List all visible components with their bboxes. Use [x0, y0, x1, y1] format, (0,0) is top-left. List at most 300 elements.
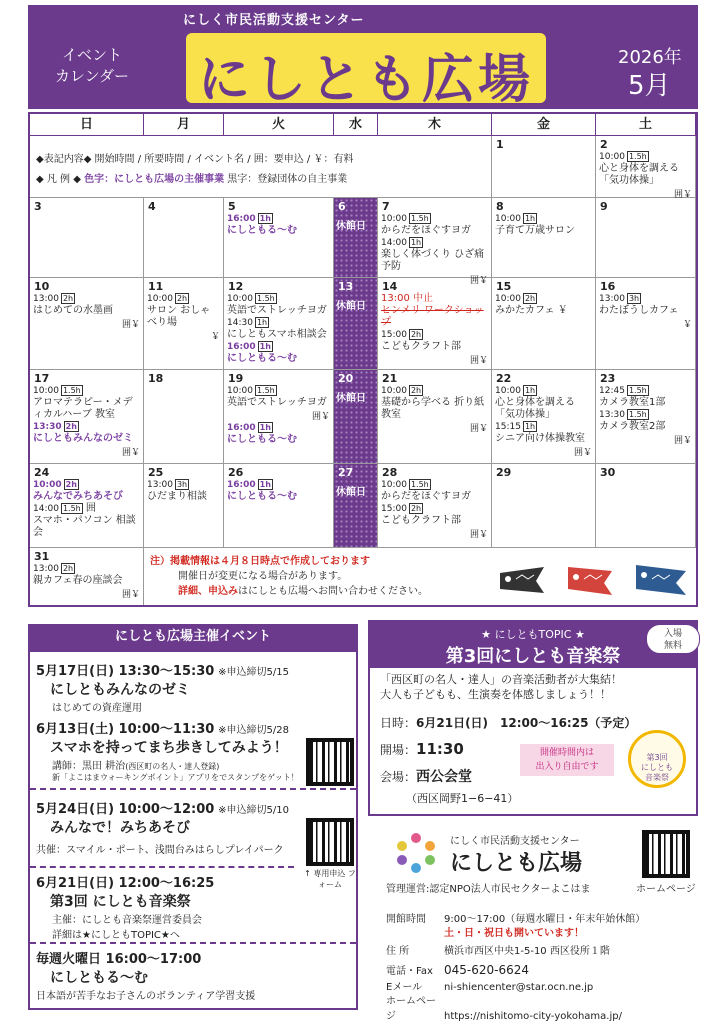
event: [378, 237, 491, 249]
day-number: 10: [34, 280, 50, 293]
event-name: 心と身体を調える「気功体操」: [599, 163, 679, 186]
event: [30, 421, 143, 433]
event: [224, 422, 333, 434]
event-duration: 1.5h: [256, 294, 275, 303]
event-title: スマホを持ってまち歩きしてみよう！: [50, 740, 288, 756]
notes: [150, 554, 428, 599]
day-cell-4: [144, 198, 224, 278]
event-duration: 2h: [62, 564, 74, 573]
event-duration: 1h: [256, 318, 268, 327]
page-title: にしとも広場: [197, 50, 534, 110]
event: [30, 479, 143, 491]
event-time: 13:00: [147, 480, 173, 490]
event-time: 10:00: [33, 386, 59, 396]
info-key: Eメール: [386, 982, 423, 993]
topic-note: [520, 744, 614, 776]
event-name: にしともる〜む: [227, 353, 297, 364]
year-label: 2026年: [618, 47, 682, 68]
day-cell-14: [378, 278, 492, 370]
event-duration: 1.5h: [628, 410, 647, 419]
event-duration: 3h: [176, 480, 188, 489]
event-icons: ￥: [557, 305, 568, 316]
event-label-line1: イベント: [61, 46, 122, 64]
day-number: 31: [34, 550, 50, 563]
note-line3-rest: はにしとも広場へお問い合わせください。: [238, 586, 428, 597]
day-cell-17: [30, 370, 144, 464]
topic-address: （西区岡野1−6−41）: [406, 792, 519, 805]
event-time: 10:00: [495, 214, 521, 224]
org-name: にしく市民活動支援センター: [183, 13, 365, 28]
event-time: 15:15: [495, 422, 521, 432]
event-duration: 1h: [524, 386, 536, 395]
event: [224, 385, 333, 397]
event-icons: 囲: [85, 503, 96, 514]
homepage-qr-icon[interactable]: [642, 830, 690, 878]
day-number: 17: [34, 372, 50, 385]
event: [30, 385, 143, 397]
day-number: 22: [496, 372, 512, 385]
event: [596, 409, 695, 421]
main-events-panel: [28, 650, 358, 1010]
event-time: 16:00: [227, 423, 256, 433]
event-time: 10:00: [33, 480, 62, 490]
info-open-weekends: 土・日・祝日も開いています！: [444, 928, 584, 939]
day-cell-27: [334, 464, 378, 548]
event-subtitle: 日本語が苦手なお子さんのボランティア学習支援: [36, 991, 256, 1002]
event-icons: 囲￥: [673, 190, 692, 200]
event: [144, 293, 223, 305]
event-calendar-label: [42, 45, 142, 87]
event-time: 10:00: [381, 214, 407, 224]
event-icons: ￥: [210, 332, 220, 342]
event-duration: 1h: [259, 214, 271, 223]
logo-text3: 音楽祭: [645, 773, 669, 782]
day-number: 5: [228, 200, 236, 213]
topic-venue: [380, 766, 472, 786]
event-name: スマホ・パソコン 相談会: [33, 515, 136, 538]
event-duration: 1.5h: [410, 214, 429, 223]
day-cell-8: [492, 198, 596, 278]
event-deadline: ※申込締切5/15: [218, 667, 289, 678]
day-cell-3: [30, 198, 144, 278]
event: [492, 421, 595, 433]
topic-venue-label: 会場：: [380, 770, 417, 784]
event-time: 13:00: [599, 294, 625, 304]
day-cell-26: [224, 464, 334, 548]
event-subtitle: はじめての資産運用: [52, 703, 142, 714]
topic-venue-value: 西公会堂: [416, 769, 473, 785]
note-line1: 注）掲載情報は４月８日時点で作成しております: [150, 556, 370, 567]
event-name: カメラ教室1部: [599, 397, 666, 408]
event-lecturer: 講師：黒田 耕治: [52, 761, 126, 772]
day-cell-28: [378, 464, 492, 548]
info-org-small: にしく市民活動支援センター: [450, 836, 580, 847]
day-cell-29: [492, 464, 596, 548]
main-event-2: [36, 718, 299, 783]
day-header-mon: 月: [144, 114, 224, 136]
event-duration: 1h: [259, 480, 271, 489]
event-time: 10:00: [495, 294, 521, 304]
event-time: 10:00: [495, 386, 521, 396]
event: [596, 151, 695, 163]
event-note: 新「よこはまウォーキングポイント」アプリをでスタンプをゲット！: [52, 773, 299, 782]
event-duration: 1.5h: [62, 386, 81, 395]
day-header-sun: 日: [30, 114, 144, 136]
event-label-line2: カレンダー: [54, 67, 130, 85]
event: [378, 503, 491, 515]
topic-body-line2: 大人も子どもも、生演奏を体感しましょう！！: [380, 688, 611, 701]
event-title: みんなで！みちあそび: [50, 820, 190, 836]
event-name: 英語でストレッチヨガ: [227, 397, 327, 408]
event-name: はじめての水墨画: [33, 305, 113, 316]
day-number: 28: [382, 466, 398, 479]
event-name: みかたカフェ: [495, 305, 555, 316]
day-number: 13: [338, 280, 354, 293]
event-time: 16:00: [227, 342, 256, 352]
info-value: 横浜市西区中央1-5-10 西区役所１階: [444, 946, 610, 957]
event-organizer: 主催：にしとも音楽祭運営委員会: [52, 915, 202, 926]
event-name: にしともる〜む: [227, 225, 297, 236]
day-header-thu: 木: [378, 114, 492, 136]
day-cell-24: [30, 464, 144, 548]
divider: [30, 866, 294, 868]
carp-streamer-icons: [496, 559, 692, 599]
event-duration: 1.5h: [256, 386, 275, 395]
day-header-fri: 金: [492, 114, 596, 136]
day-number: 11: [148, 280, 164, 293]
main-event-5: [36, 948, 255, 1002]
event-duration: 2h: [410, 330, 422, 339]
day-cell-23: [596, 370, 696, 464]
event-time: 16:00: [227, 480, 256, 490]
legend-line2: [36, 170, 347, 185]
header: [28, 5, 698, 109]
topic-date-value: 6月21日(日) 12:00〜16:25（予定）: [416, 716, 637, 730]
day-number: 24: [34, 466, 50, 479]
qr-caption: ↑ 専用申込 フォーム: [304, 869, 356, 889]
event-time: 15:00: [381, 330, 407, 340]
topic-note-line1: 開催時間内は: [539, 748, 594, 758]
event-duration: 1h: [410, 238, 422, 247]
day-number: 9: [600, 200, 608, 213]
event: [492, 213, 595, 225]
event-time: 14:00: [381, 238, 407, 248]
info-value: 9:00〜17:00（毎週水曜日・年末年始休館）: [444, 914, 646, 925]
closed-label: 休館日: [336, 393, 366, 404]
carp-blue-icon: [636, 565, 686, 595]
event: [492, 293, 595, 305]
legend-black-text: 黒字：登録団体の自主事業: [227, 174, 348, 185]
event-title: 第3回 にしとも音楽祭: [50, 894, 191, 910]
event-name: アロマテラピー・メディカルハーブ 教室: [33, 397, 133, 420]
event-duration: 1h: [524, 214, 536, 223]
event-name: にしともる〜む: [227, 434, 297, 445]
event-duration: 1h: [259, 423, 271, 432]
event-time: 14:30: [227, 318, 253, 328]
day-number: 6: [338, 200, 346, 213]
day-number: 29: [496, 466, 512, 479]
event-time: 13:00: [33, 564, 59, 574]
topic-title: 第3回にしとも音楽祭: [445, 646, 621, 667]
event-name: シニア向け体操教室: [495, 433, 585, 444]
legend-cell: [30, 136, 492, 198]
event-icons: 囲￥: [121, 590, 140, 600]
event-duration: 2h: [65, 480, 77, 489]
event-time: 13:00: [33, 294, 59, 304]
event-time: 12:45: [599, 386, 625, 396]
day-cell-25: [144, 464, 224, 548]
event-date: 毎週火曜日 16:00〜17:00: [36, 952, 202, 967]
qr-code-icon[interactable]: [306, 738, 354, 786]
event-time: 13:30: [599, 410, 625, 420]
day-cell-21: [378, 370, 492, 464]
org-logo-icon: [394, 830, 438, 874]
event-name: 楽しく体づくり ひざ痛予防: [381, 249, 485, 272]
event: [30, 563, 143, 575]
event-icons: 囲￥: [121, 320, 140, 330]
event-name: にしともスマホ相談会: [227, 329, 327, 340]
event: [224, 341, 333, 353]
day-number: 3: [34, 200, 42, 213]
event-duration: 2h: [62, 294, 74, 303]
event-name: サロン おしゃべり場: [147, 305, 211, 328]
event-name: 基礎から学べる 折り紙教室: [381, 397, 485, 420]
calendar: [28, 112, 698, 607]
event-icons: 囲￥: [673, 436, 692, 446]
info-key: ホームページ: [386, 996, 436, 1022]
day-cell-7: [378, 198, 492, 286]
day-cell-10: [30, 278, 144, 370]
event-duration: 2h: [65, 422, 77, 431]
info-manager: 管理運営:認定NPO法人市民セクターよこはま: [386, 884, 591, 895]
event-date: 5月24日(日) 10:00〜12:00: [36, 802, 215, 817]
event: [224, 317, 333, 329]
event-time: 13:30: [33, 422, 62, 432]
qr-code-icon[interactable]: [306, 818, 354, 866]
event-name: にしともる〜む: [227, 491, 297, 502]
day-number: 12: [228, 280, 244, 293]
badge-line1: 入場: [663, 629, 682, 639]
event-lecturer-note: (西区町の名人・達人登録): [125, 762, 220, 771]
topic-date-label: 日時：: [380, 716, 417, 730]
day-cell-16: [596, 278, 696, 370]
day-number: 25: [148, 466, 164, 479]
event: [378, 479, 491, 491]
event: [144, 479, 223, 491]
day-cell-18: [144, 370, 224, 464]
day-number: 14: [382, 280, 398, 293]
event-icons: 囲￥: [469, 530, 488, 540]
event-date: 5月17日(日) 13:30〜15:30: [36, 664, 215, 679]
day-number: 23: [600, 372, 616, 385]
day-cell-6: [334, 198, 378, 278]
day-cell-5: [224, 198, 334, 278]
topic-note-line2: 出入り自由です: [535, 762, 599, 772]
note-line3-red: 詳細、申込み: [178, 586, 238, 597]
day-header-tue: 火: [224, 114, 334, 136]
free-admission-badge: [646, 624, 700, 654]
divider: [30, 788, 356, 790]
event: [492, 305, 595, 317]
event-icons: 囲￥: [469, 276, 488, 286]
day-cell-20: [334, 370, 378, 464]
event: [224, 293, 333, 305]
event-name: わたぼうしカフェ: [599, 305, 679, 316]
event: [378, 329, 491, 341]
event-duration: 3h: [628, 294, 640, 303]
closed-label: 休館日: [336, 301, 366, 312]
info-key: 住 所: [386, 946, 410, 957]
event-icons: 囲￥: [469, 424, 488, 434]
day-header-sat: 土: [596, 114, 696, 136]
main-events-heading: にしとも広場主催イベント: [28, 624, 358, 650]
event-name: 親カフェ春の座談会: [33, 575, 123, 586]
event-time: 10:00: [381, 386, 407, 396]
event-title: にしともる〜む: [50, 970, 148, 986]
event: [30, 293, 143, 305]
day-number: 2: [600, 138, 608, 151]
day-number: 15: [496, 280, 512, 293]
event-name: こどもクラフト部: [381, 515, 461, 526]
topic-open: [380, 740, 464, 758]
day-number: 8: [496, 200, 504, 213]
main-event-3: [36, 798, 289, 856]
closed-label: 休館日: [336, 221, 366, 232]
event-time: 10:00: [227, 386, 253, 396]
day-header-wed: 水: [334, 114, 378, 136]
event-duration: 2h: [410, 504, 422, 513]
day-number: 27: [338, 466, 354, 479]
day-number: 16: [600, 280, 616, 293]
event: [596, 293, 695, 305]
note-line2: 開催日が変更になる場合があります。: [178, 571, 348, 582]
legend-color-text: 色字：にしとも広場の主催事業: [84, 174, 225, 185]
event: [224, 213, 333, 225]
info-email: [386, 978, 593, 993]
carp-red-icon: [568, 567, 612, 595]
day-number: 18: [148, 372, 164, 385]
event-name: カメラ教室2部: [599, 421, 666, 432]
day-cell-15: [492, 278, 596, 370]
event-icons: 囲￥: [121, 448, 140, 458]
event: [492, 385, 595, 397]
event-duration: 1h: [524, 422, 536, 431]
event-name: からだをほぐすヨガ: [381, 225, 471, 236]
topic-body-line1: 「西区町の名人・達人」の音楽活動者が大集結！: [380, 673, 622, 686]
event-icons: ￥: [682, 320, 692, 330]
day-cell-30: [596, 464, 696, 548]
note-line3: [150, 584, 428, 599]
topic-open-value: 11:30: [416, 740, 464, 758]
divider: [30, 942, 356, 944]
event-icons: 囲￥: [469, 356, 488, 366]
event-duration: 1.5h: [62, 504, 81, 513]
event: [30, 503, 143, 515]
event-subtitle: 共催：スマイル・ポート、浅間台みはらしプレイパーク: [36, 845, 284, 856]
info-key: 電話・Fax: [386, 966, 433, 977]
topic-open-label: 開場：: [380, 743, 417, 757]
day-number: 30: [600, 466, 616, 479]
info-homepage-label: ホームページ: [636, 884, 696, 895]
event-deadline: ※申込締切5/10: [218, 805, 289, 816]
info-block: [380, 822, 698, 1022]
event-icons: 囲￥: [573, 448, 592, 458]
info-email-link[interactable]: ni-shiencenter@star.ocn.ne.jp: [444, 982, 594, 993]
info-hours: [386, 910, 645, 925]
event-time: 16:00: [227, 214, 256, 224]
logo-text2: にしとも: [641, 763, 673, 772]
topic-kicker: ★ にしともTOPIC ★: [481, 628, 585, 641]
event-time: 10:00: [227, 294, 253, 304]
event: [224, 479, 333, 491]
day-cell-11: [144, 278, 224, 370]
topic-body: [380, 672, 622, 702]
day-number: 19: [228, 372, 244, 385]
day-cell-2: [596, 136, 696, 198]
event-name: からだをほぐすヨガ: [381, 491, 471, 502]
event-name: ひだまり相談: [147, 491, 207, 502]
month-label: 5月: [628, 71, 671, 101]
event-date: 6月13日(土) 10:00〜11:30: [36, 722, 215, 737]
event: [378, 213, 491, 225]
logo-text1: 第3回: [646, 753, 668, 762]
day-cell-9: [596, 198, 696, 278]
info-web-link[interactable]: https://nishitomo-city-yokohama.jp/: [444, 1011, 622, 1022]
event-cancelled-name: ヒンメリ ワークショップ: [381, 305, 484, 328]
day-cell-13: [334, 278, 378, 370]
legend-line1: ◆表記内容◆ 開始時間 / 所要時間 / イベント名 / 囲：要申込 / ￥：有料: [36, 154, 354, 165]
main-event-4: [36, 872, 214, 941]
day-cell-1: [492, 136, 596, 198]
day-number: 1: [496, 138, 504, 151]
day-number: 20: [338, 372, 354, 385]
closed-label: 休館日: [336, 487, 366, 498]
event-duration: 2h: [410, 386, 422, 395]
event-name: みんなでみちあそび: [33, 491, 123, 502]
legend-label: ◆ 凡 例 ◆: [36, 174, 81, 185]
event: [596, 385, 695, 397]
event-cancelled-time: 13:00 中止: [381, 293, 433, 304]
info-org-name: にしとも広場: [450, 851, 583, 876]
event-note: 詳細は★にしともTOPIC★へ: [52, 930, 180, 941]
info-web: [386, 992, 622, 1022]
info-address: [386, 942, 610, 957]
music-festival-logo: [628, 730, 686, 788]
event-name: 子育て万歳サロン: [495, 225, 575, 236]
event-name: こどもクラフト部: [381, 341, 461, 352]
event-name: 英語でストレッチヨガ: [227, 305, 327, 316]
day-cell-31: [30, 548, 144, 605]
event-name: にしともみんなのゼミ: [33, 433, 133, 444]
day-number: 26: [228, 466, 244, 479]
event-time: 14:00: [33, 504, 59, 514]
title-box: [186, 33, 546, 110]
day-number: 4: [148, 200, 156, 213]
day-cell-19: [224, 370, 334, 464]
event-name: 心と身体を調える「気功体操」: [495, 397, 575, 420]
event: [378, 385, 491, 397]
day-cell-12: [224, 278, 334, 370]
event-time: 10:00: [381, 480, 407, 490]
event-date: 6月21日(日) 12:00〜16:25: [36, 876, 215, 891]
event-duration: 1h: [259, 342, 271, 351]
event-icons: 囲￥: [311, 412, 330, 422]
day-number: 7: [382, 200, 390, 213]
info-value: 045-620-6624: [444, 963, 530, 977]
carp-black-icon: [500, 567, 544, 593]
event-time: 10:00: [147, 294, 173, 304]
event-title: にしともみんなのゼミ: [50, 682, 190, 698]
